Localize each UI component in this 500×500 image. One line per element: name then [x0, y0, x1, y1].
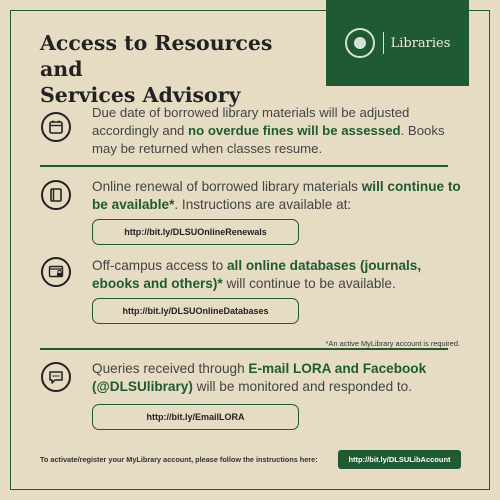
- item-queries-text: Queries received through E-mail LORA and Facebook (@DLSUlibrary) will be monitored and responded to.: [92, 361, 427, 394]
- title-line-1: Access to Resources and: [40, 31, 273, 81]
- online-renewals-link[interactable]: http://bit.ly/DLSUOnlineRenewals: [92, 219, 299, 245]
- item-off-campus-access-text: Off-campus access to all online databases (journals, ebooks and others)* will continue to be available.: [92, 258, 422, 291]
- lib-account-link[interactable]: http://bit.ly/DLSULibAccount: [338, 450, 461, 469]
- brand-divider: [383, 32, 384, 54]
- libraries-brand: [326, 0, 469, 86]
- divider: [40, 165, 448, 167]
- email-lora-link[interactable]: http://bit.ly/EmailLORA: [92, 404, 299, 430]
- footer-instructions: To activate/register your MyLibrary account, please follow the instructions here:: [40, 455, 318, 464]
- brand-label: Libraries: [390, 35, 451, 51]
- university-seal-icon: [345, 28, 375, 58]
- title-line-2: Services Advisory: [40, 83, 241, 107]
- chat-icon: [41, 362, 71, 392]
- page-title: [40, 30, 320, 108]
- book-icon: [41, 180, 71, 210]
- calendar-icon: [41, 112, 71, 142]
- browser-lock-icon: [41, 257, 71, 287]
- account-required-note: *An active MyLibrary account is required.: [325, 339, 460, 348]
- item-online-renewal-text: Online renewal of borrowed library materials will continue to be available*. Instructions are available at:: [92, 179, 461, 212]
- item-due-date-text: Due date of borrowed library materials will be adjusted accordingly and no overdue fines will be assessed. Books may be returned when classes resume.: [92, 105, 445, 156]
- divider: [40, 348, 448, 350]
- online-databases-link[interactable]: http://bit.ly/DLSUOnlineDatabases: [92, 298, 299, 324]
